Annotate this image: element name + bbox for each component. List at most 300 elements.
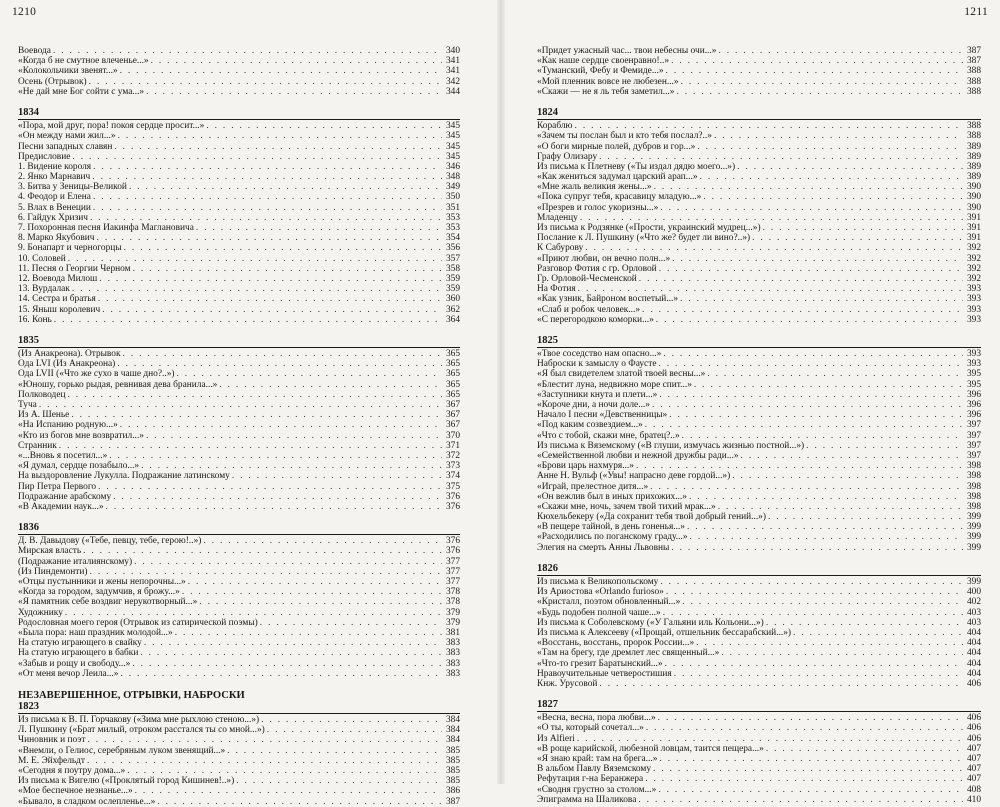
dot-leader: [663, 349, 963, 359]
entry-page-number: 408: [966, 784, 981, 795]
dot-leader: [665, 659, 963, 669]
toc-entry[interactable]: [18, 451, 460, 461]
dot-leader: [132, 659, 442, 669]
toc-entry[interactable]: [18, 797, 460, 807]
dot-leader: [650, 482, 963, 492]
toc-entry[interactable]: [18, 766, 460, 776]
entry-title: 13. Вурдалак: [18, 284, 70, 295]
entry-page-number: 374: [445, 471, 460, 482]
toc-entry[interactable]: [18, 567, 460, 577]
dot-leader: [93, 203, 442, 213]
dot-leader: [177, 369, 443, 379]
toc-entry[interactable]: [537, 77, 981, 87]
toc-entry[interactable]: [18, 536, 460, 546]
toc-entry[interactable]: [18, 369, 460, 379]
entry-title: 15. Яныш королевич: [18, 304, 101, 315]
entry-page-number: 345: [445, 121, 460, 132]
toc-entry[interactable]: [18, 648, 460, 658]
toc-entry[interactable]: [18, 608, 460, 618]
entry-title: «Зачем ты послан был и кто тебя послал?..»: [537, 131, 712, 142]
dot-leader: [129, 182, 442, 192]
toc-entry[interactable]: [18, 577, 460, 587]
entry-page-number: 358: [445, 263, 460, 274]
year-heading: 1826: [537, 564, 981, 576]
entry-page-number: 390: [966, 202, 981, 213]
entry-title: Ода LVII («Что же сухо в чаше дно?..»): [18, 369, 175, 380]
toc-entry[interactable]: [18, 638, 460, 648]
toc-entry[interactable]: [537, 734, 981, 744]
entry-title: «Внемли, о Гелиос, серебряным луком звенящий...»: [18, 745, 226, 756]
dot-leader: [577, 734, 963, 744]
toc-entry[interactable]: [537, 713, 981, 723]
entry-title: На статую играющего в свайку: [18, 638, 142, 649]
toc-entry[interactable]: [18, 628, 460, 638]
toc-entry[interactable]: [537, 223, 981, 233]
entry-title: «Когда за городом, задумчив, я брожу...»: [18, 587, 180, 598]
toc-entry[interactable]: [18, 597, 460, 607]
entry-page-number: 399: [966, 542, 981, 553]
toc-entry[interactable]: [537, 192, 981, 202]
entry-title: «Короче дни, а ночи доле...»: [537, 400, 650, 410]
dot-leader: [653, 764, 963, 774]
dot-leader: [658, 713, 963, 723]
toc-entry[interactable]: [537, 359, 981, 369]
toc-entry[interactable]: [537, 121, 981, 131]
toc-entry[interactable]: [18, 669, 460, 679]
entry-page-number: 399: [966, 532, 981, 543]
entry-page-number: 403: [966, 607, 981, 618]
entry-title: 7. Похоронная песня Иакинфа Маглановича: [18, 223, 194, 233]
toc-entry[interactable]: [18, 400, 460, 410]
toc-entry[interactable]: [537, 420, 981, 430]
dot-leader: [672, 254, 963, 264]
year-heading: 1824: [537, 108, 981, 120]
toc-entry[interactable]: [537, 305, 981, 315]
dot-leader: [102, 305, 442, 315]
dot-leader: [714, 131, 963, 141]
toc-entry[interactable]: [537, 461, 981, 471]
entry-page-number: 353: [445, 212, 460, 223]
entry-title: «О боги мирные полей, дубров и гор...»: [537, 141, 696, 152]
toc-entry[interactable]: [18, 557, 460, 567]
toc-entry[interactable]: [537, 679, 981, 689]
entry-title: Младенцу: [537, 212, 578, 223]
entry-title: Д. В. Давыдову («Тебе, певцу, тебе, герою!..»): [18, 536, 202, 547]
entry-title: 9. Бонапарт и черногорцы: [18, 243, 122, 254]
dot-leader: [768, 512, 963, 522]
toc-entry[interactable]: [537, 441, 981, 451]
entry-page-number: 388: [966, 131, 981, 142]
toc-entry[interactable]: [537, 795, 981, 805]
toc-section: [18, 690, 460, 807]
toc-entry[interactable]: [18, 87, 460, 97]
toc-section: [18, 108, 460, 325]
dot-leader: [127, 766, 442, 776]
entry-page-number: 350: [445, 192, 460, 203]
entry-title: Из письма к Плетневу («Ты издал дядю моего...»): [537, 161, 736, 172]
dot-leader: [666, 587, 963, 597]
toc-entry[interactable]: [537, 744, 981, 754]
entry-title: «От меня вечор Леила...»: [18, 668, 119, 679]
entry-page-number: 359: [445, 273, 460, 284]
toc-entry[interactable]: [18, 441, 460, 451]
toc-entry[interactable]: [18, 380, 460, 390]
entry-title: Родословная моего героя (Отрывок из сатирической поэмы): [18, 617, 258, 628]
entry-title: «На Испанию родную...»: [18, 420, 118, 431]
toc-entry[interactable]: [18, 213, 460, 223]
dot-leader: [141, 461, 442, 471]
entry-page-number: 404: [966, 627, 981, 638]
dot-leader: [135, 786, 442, 796]
entry-page-number: 406: [966, 733, 981, 744]
toc-entry[interactable]: [537, 203, 981, 213]
toc-entry[interactable]: [537, 56, 981, 66]
toc-entry[interactable]: [537, 628, 981, 638]
toc-entry[interactable]: [18, 294, 460, 304]
toc-section: [537, 46, 981, 97]
dot-leader: [697, 142, 963, 152]
toc-entry[interactable]: [537, 46, 981, 56]
entry-title: Осень (Отрывок): [18, 76, 87, 87]
entry-title: «Я был свидетелем златой твоей весны...»: [537, 369, 706, 380]
toc-entry[interactable]: [537, 410, 981, 420]
toc-entry[interactable]: [537, 284, 981, 294]
entry-page-number: 373: [445, 461, 460, 472]
toc-entry[interactable]: [537, 431, 981, 441]
toc-entry[interactable]: [537, 451, 981, 461]
toc-entry[interactable]: [537, 587, 981, 597]
toc-entry[interactable]: [537, 182, 981, 192]
toc-entry[interactable]: [537, 648, 981, 658]
entry-page-number: 377: [445, 556, 460, 567]
toc-entry[interactable]: [537, 66, 981, 76]
toc-entry[interactable]: [537, 471, 981, 481]
entry-title: Из письма к Родзянке («Прости, украинский мудрец...»): [537, 223, 761, 233]
toc-entry[interactable]: [18, 349, 460, 359]
entry-page-number: 398: [966, 461, 981, 472]
toc-entry[interactable]: [18, 46, 460, 56]
entry-page-number: 397: [966, 450, 981, 461]
entry-title: «Мне жаль великия жены...»: [537, 182, 652, 193]
entry-title: (Из Пиндемонти): [18, 566, 88, 577]
toc-entry[interactable]: [18, 420, 460, 430]
dot-leader: [660, 577, 963, 587]
dot-leader: [134, 557, 442, 567]
entry-title: «В Академии наук...»: [18, 501, 104, 512]
dot-leader: [696, 638, 963, 648]
entry-page-number: 393: [966, 349, 981, 360]
toc-entry[interactable]: [537, 638, 981, 648]
dot-leader: [261, 715, 442, 725]
entry-title: Из письма к Алексееву («Прощай, отшельник бессарабский...»): [537, 627, 792, 638]
entry-title: «Забыв и рощу и свободу...»: [18, 658, 131, 669]
entry-title: «Туманский, Фебу и Фемиде...»: [537, 66, 664, 77]
entry-title: 8. Марко Якубович: [18, 233, 95, 244]
toc-entry[interactable]: [537, 349, 981, 359]
entry-title: «Мое беспечное незнанье...»: [18, 786, 133, 797]
toc-entry[interactable]: [537, 152, 981, 162]
entry-page-number: 344: [445, 86, 460, 97]
entry-page-number: 400: [966, 587, 981, 598]
toc-entry[interactable]: [18, 254, 460, 264]
toc-entry[interactable]: [537, 243, 981, 253]
entry-title: «Презрев и голос укоризны...»: [537, 202, 659, 213]
toc-entry[interactable]: [18, 746, 460, 756]
entry-page-number: 406: [966, 678, 981, 689]
entry-page-number: 365: [445, 349, 460, 360]
toc-entry[interactable]: [18, 471, 460, 481]
entry-title: Кораблю: [537, 121, 573, 132]
toc-entry[interactable]: [18, 243, 460, 253]
entry-title: «Бывало, в сладком ослепленье...»: [18, 796, 156, 807]
toc-entry[interactable]: [537, 502, 981, 512]
toc-entry[interactable]: [18, 725, 460, 735]
toc-entry[interactable]: [537, 597, 981, 607]
entry-page-number: 388: [966, 76, 981, 87]
entry-title: «Колокольчики звенят...»: [18, 66, 118, 77]
toc-entry[interactable]: [18, 502, 460, 512]
toc-entry[interactable]: [18, 121, 460, 131]
entry-title: «С перегородкою коморки...»: [537, 314, 654, 325]
toc-entry[interactable]: [18, 659, 460, 669]
toc-entry[interactable]: [537, 618, 981, 628]
toc-entry[interactable]: [537, 669, 981, 679]
dot-leader: [206, 121, 442, 131]
toc-entry[interactable]: [18, 162, 460, 172]
entry-page-number: 378: [445, 597, 460, 608]
toc-entry[interactable]: [537, 233, 981, 243]
toc-entry[interactable]: [18, 315, 460, 325]
dot-leader: [118, 131, 442, 141]
entry-title: Графу Олизару: [537, 151, 598, 162]
toc-entry[interactable]: [537, 213, 981, 223]
toc-entry[interactable]: [18, 492, 460, 502]
dot-leader: [652, 400, 963, 410]
entry-title: Эпиграмма на Шаликова: [537, 794, 637, 805]
toc-entry[interactable]: [18, 618, 460, 628]
toc-entry[interactable]: [537, 87, 981, 97]
toc-entry[interactable]: [18, 223, 460, 233]
toc-entry[interactable]: [537, 577, 981, 587]
dot-leader: [146, 431, 442, 441]
entry-title: Разговор Фотия с гр. Орловой: [537, 263, 657, 274]
entry-page-number: 391: [966, 223, 981, 233]
toc-entry[interactable]: [537, 369, 981, 379]
toc-entry[interactable]: [537, 274, 981, 284]
toc-entry[interactable]: [537, 264, 981, 274]
entry-page-number: 349: [445, 182, 460, 193]
entry-title: «Твое соседство нам опасно...»: [537, 349, 662, 360]
dot-leader: [656, 315, 963, 325]
toc-entry[interactable]: [18, 461, 460, 471]
entry-title: Послание к Л. Пушкину («Что же? будет ли вино?..»): [537, 233, 751, 244]
toc-entry[interactable]: [537, 522, 981, 532]
toc-entry[interactable]: [537, 492, 981, 502]
toc-entry[interactable]: [537, 723, 981, 733]
entry-page-number: 365: [445, 389, 460, 400]
toc-entry[interactable]: [18, 152, 460, 162]
left-page-number: 1210: [12, 6, 37, 18]
toc-entry[interactable]: [18, 131, 460, 141]
year-heading: 1834: [18, 108, 460, 120]
toc-entry[interactable]: [18, 305, 460, 315]
entry-title: Из письма к Вигелю («Проклятый город Кишинев!..»): [18, 776, 235, 787]
entry-page-number: 365: [445, 379, 460, 390]
dot-leader: [146, 87, 442, 97]
toc-entry[interactable]: [18, 431, 460, 441]
dot-leader: [682, 431, 963, 441]
toc-entry[interactable]: [18, 735, 460, 745]
toc-entry[interactable]: [537, 131, 981, 141]
dot-leader: [763, 223, 963, 233]
toc-entry[interactable]: [18, 142, 460, 152]
toc-entry[interactable]: [537, 532, 981, 542]
toc-section: [18, 523, 460, 679]
entry-page-number: 385: [445, 755, 460, 766]
dot-leader: [90, 567, 442, 577]
dot-leader: [83, 546, 442, 556]
dot-leader: [199, 597, 442, 607]
entry-page-number: 386: [445, 786, 460, 797]
entry-page-number: 345: [445, 151, 460, 162]
dot-leader: [674, 669, 963, 679]
entry-page-number: 387: [445, 796, 460, 807]
toc-entry[interactable]: [18, 390, 460, 400]
entry-page-number: 398: [966, 481, 981, 492]
dot-leader: [671, 543, 963, 553]
entry-page-number: 406: [966, 713, 981, 724]
entry-title: Л. Пушкину («Брат милый, отроком расстался ты со мной...»): [18, 725, 265, 736]
entry-page-number: 407: [966, 764, 981, 775]
toc-entry[interactable]: [537, 254, 981, 264]
toc-entry[interactable]: [537, 785, 981, 795]
entry-page-number: 362: [445, 304, 460, 315]
toc-entry[interactable]: [537, 512, 981, 522]
toc-entry[interactable]: [18, 66, 460, 76]
entry-title: «Была пора: наш праздник молодой...»: [18, 627, 173, 638]
toc-entry[interactable]: [18, 482, 460, 492]
toc-entry[interactable]: [537, 162, 981, 172]
entry-title: 12. Воевода Милош: [18, 273, 98, 284]
entry-title: Наброски к замыслу о Фаусте: [537, 359, 657, 370]
entry-page-number: 404: [966, 638, 981, 649]
entry-title: Из письма к Соболевскому («У Гальяни иль Кольони...»): [537, 617, 764, 628]
entry-title: «Кристалл, поэтом обновленный...»: [537, 597, 681, 608]
dot-leader: [89, 77, 442, 87]
dot-leader: [659, 264, 963, 274]
dot-leader: [663, 608, 963, 618]
toc-entry[interactable]: [18, 274, 460, 284]
entry-page-number: 377: [445, 566, 460, 577]
dot-leader: [219, 380, 442, 390]
dot-leader: [203, 536, 442, 546]
toc-entry[interactable]: [18, 756, 460, 766]
entry-title: Туча: [18, 400, 37, 410]
toc-entry[interactable]: [537, 608, 981, 618]
toc-entry[interactable]: [18, 172, 460, 182]
toc-entry[interactable]: [18, 786, 460, 796]
entry-page-number: 379: [445, 607, 460, 618]
entry-page-number: 396: [966, 400, 981, 410]
entry-title: «Брови царь нахмуря...»: [537, 461, 634, 472]
dot-leader: [721, 648, 963, 658]
entry-page-number: 410: [966, 794, 981, 805]
toc-entry[interactable]: [537, 294, 981, 304]
dot-leader: [752, 233, 963, 243]
toc-entry[interactable]: [18, 715, 460, 725]
dot-leader: [65, 608, 442, 618]
toc-entry[interactable]: [18, 264, 460, 274]
toc-entry[interactable]: [537, 754, 981, 764]
toc-entry[interactable]: [18, 192, 460, 202]
entry-title: Странник: [18, 440, 57, 451]
entry-title: Подражание арабскому: [18, 491, 112, 502]
toc-entry[interactable]: [18, 359, 460, 369]
toc-entry[interactable]: [537, 659, 981, 669]
toc-entry[interactable]: [18, 77, 460, 87]
toc-entry[interactable]: [18, 776, 460, 786]
toc-entry[interactable]: [18, 587, 460, 597]
toc-entry[interactable]: [537, 315, 981, 325]
entry-page-number: 391: [966, 233, 981, 244]
entry-page-number: 407: [966, 774, 981, 785]
dot-leader: [267, 725, 442, 735]
dot-leader: [690, 532, 963, 542]
entry-title: Предисловие: [18, 151, 71, 162]
dot-leader: [585, 243, 963, 253]
entry-page-number: 388: [966, 121, 981, 132]
entry-page-number: 383: [445, 638, 460, 649]
toc-entry[interactable]: [18, 233, 460, 243]
toc-entry[interactable]: [18, 546, 460, 556]
entry-title: «Юношу, горько рыдая, ревнивая дева бранила...»: [18, 379, 218, 390]
toc-entry[interactable]: [537, 380, 981, 390]
toc-entry[interactable]: [537, 764, 981, 774]
entry-page-number: 407: [966, 754, 981, 764]
entry-page-number: 340: [445, 46, 460, 56]
dot-leader: [124, 243, 442, 253]
toc-entry[interactable]: [18, 410, 460, 420]
toc-entry[interactable]: [18, 203, 460, 213]
toc-entry[interactable]: [537, 543, 981, 553]
entry-page-number: 407: [966, 743, 981, 754]
toc-entry[interactable]: [537, 390, 981, 400]
entry-title: Песни западных славян: [18, 141, 113, 152]
entry-page-number: 390: [966, 192, 981, 203]
toc-entry[interactable]: [537, 172, 981, 182]
toc-entry[interactable]: [537, 774, 981, 784]
entry-title: 10. Соловей: [18, 253, 66, 264]
entry-page-number: 370: [445, 430, 460, 441]
toc-entry[interactable]: [537, 142, 981, 152]
dot-leader: [645, 774, 963, 784]
toc-entry[interactable]: [18, 284, 460, 294]
entry-page-number: 388: [966, 86, 981, 97]
entry-title: «Скажи мне, ночь, зачем твой тихий мрак...»: [537, 501, 716, 512]
toc-entry[interactable]: [537, 482, 981, 492]
entry-page-number: 346: [445, 161, 460, 172]
entry-page-number: 391: [966, 212, 981, 223]
year-heading: 1836: [18, 523, 460, 535]
entry-page-number: 342: [445, 76, 460, 87]
entry-title: Ода LVI (Из Анакреона): [18, 359, 116, 370]
entry-title: «Пора, мой друг, пора! покоя сердце просит...»: [18, 121, 205, 132]
toc-entry[interactable]: [18, 182, 460, 192]
toc-entry[interactable]: [537, 400, 981, 410]
toc-entry[interactable]: [18, 56, 460, 66]
dot-leader: [117, 359, 442, 369]
entry-page-number: 404: [966, 658, 981, 669]
